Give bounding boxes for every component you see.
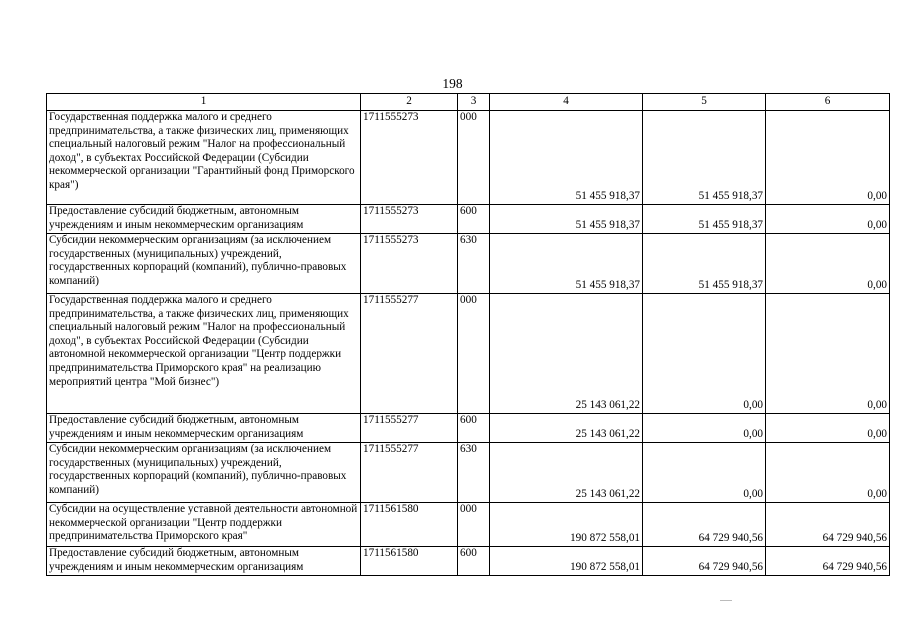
budget-table: [46, 93, 890, 576]
row-target-code: 1711555277: [361, 414, 458, 443]
row-amount-4: 51 455 918,37: [490, 234, 643, 294]
row-expense-type: 000: [458, 111, 490, 205]
column-header: 4: [490, 94, 643, 111]
row-amount-4: 51 455 918,37: [490, 205, 643, 234]
row-amount-6: 0,00: [766, 111, 890, 205]
table-row: [47, 234, 890, 294]
row-amount-6: 0,00: [766, 443, 890, 503]
column-header: 3: [458, 94, 490, 111]
table-row: [47, 205, 890, 234]
row-amount-5: 64 729 940,56: [643, 503, 766, 547]
row-amount-5: 51 455 918,37: [643, 234, 766, 294]
row-amount-5: 0,00: [643, 443, 766, 503]
row-target-code: 1711555273: [361, 111, 458, 205]
table-row: [47, 414, 890, 443]
row-name: Субсидии на осуществление уставной деятельности автономной некоммерческой организации "Центр поддержки предпринимательства Приморского края": [47, 503, 361, 547]
row-amount-6: 0,00: [766, 414, 890, 443]
scan-mark: [720, 600, 732, 601]
row-name: Субсидии некоммерческим организациям (за исключением государственных (муниципальных) учреждений, государственных корпораций (компаний), публично-правовых компаний): [47, 234, 361, 294]
row-expense-type: 000: [458, 503, 490, 547]
table-row: [47, 443, 890, 503]
row-expense-type: 600: [458, 547, 490, 576]
row-amount-5: 51 455 918,37: [643, 111, 766, 205]
row-target-code: 1711555273: [361, 205, 458, 234]
row-amount-4: 25 143 061,22: [490, 443, 643, 503]
row-expense-type: 600: [458, 414, 490, 443]
row-amount-6: 0,00: [766, 205, 890, 234]
column-header: 2: [361, 94, 458, 111]
row-name: Государственная поддержка малого и среднего предпринимательства, а также физических лиц, применяющих специальный налоговый режим "Налог на профессиональный доход", в субъектах Российской Федерации (Субсидии автономной некоммерческой организации "Центр поддержки предпринимательства Приморского края" на реализацию мероприятий центра "Мой бизнес"): [47, 294, 361, 414]
row-target-code: 1711561580: [361, 503, 458, 547]
row-name: Предоставление субсидий бюджетным, автономным учреждениям и иным некоммерческим организациям: [47, 205, 361, 234]
row-amount-6: 64 729 940,56: [766, 547, 890, 576]
row-amount-4: 190 872 558,01: [490, 503, 643, 547]
row-name: Государственная поддержка малого и среднего предпринимательства, а также физических лиц, применяющих специальный налоговый режим "Налог на профессиональный доход", в субъектах Российской Федерации (Субсидии некоммерческой организации "Гарантийный фонд Приморского края"): [47, 111, 361, 205]
row-amount-4: 25 143 061,22: [490, 414, 643, 443]
row-expense-type: 000: [458, 294, 490, 414]
row-expense-type: 630: [458, 234, 490, 294]
row-amount-4: 25 143 061,22: [490, 294, 643, 414]
row-amount-5: 0,00: [643, 294, 766, 414]
row-expense-type: 600: [458, 205, 490, 234]
row-amount-6: 64 729 940,56: [766, 503, 890, 547]
table-row: [47, 503, 890, 547]
row-amount-4: 190 872 558,01: [490, 547, 643, 576]
column-header: 5: [643, 94, 766, 111]
row-amount-5: 51 455 918,37: [643, 205, 766, 234]
row-target-code: 1711555277: [361, 294, 458, 414]
page-number: 198: [442, 76, 463, 91]
row-amount-5: 64 729 940,56: [643, 547, 766, 576]
table-row: [47, 547, 890, 576]
row-expense-type: 630: [458, 443, 490, 503]
table-row: [47, 111, 890, 205]
row-name: Предоставление субсидий бюджетным, автономным учреждениям и иным некоммерческим организациям: [47, 547, 361, 576]
row-amount-5: 0,00: [643, 414, 766, 443]
row-amount-6: 0,00: [766, 234, 890, 294]
row-name: Предоставление субсидий бюджетным, автономным учреждениям и иным некоммерческим организациям: [47, 414, 361, 443]
table-header-row: [47, 94, 890, 111]
column-header: 1: [47, 94, 361, 111]
row-amount-6: 0,00: [766, 294, 890, 414]
row-target-code: 1711561580: [361, 547, 458, 576]
row-target-code: 1711555277: [361, 443, 458, 503]
table-row: [47, 294, 890, 414]
row-name: Субсидии некоммерческим организациям (за исключением государственных (муниципальных) учреждений, государственных корпораций (компаний), публично-правовых компаний): [47, 443, 361, 503]
row-amount-4: 51 455 918,37: [490, 111, 643, 205]
row-target-code: 1711555273: [361, 234, 458, 294]
column-header: 6: [766, 94, 890, 111]
